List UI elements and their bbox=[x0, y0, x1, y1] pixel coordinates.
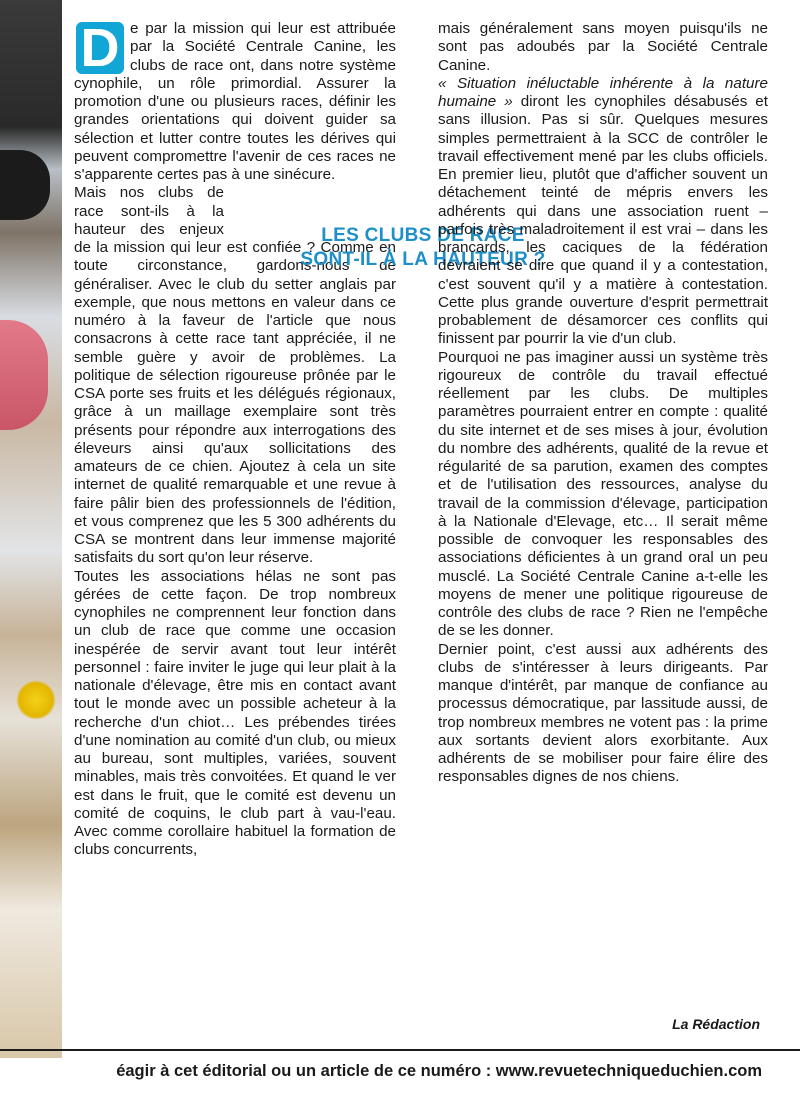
left-paragraph-2: Mais nos clubs de race sont-ils à la hauteur des enjeux de la mission qui leur est confiée ? Comme en toute circonstance, gardons-nous de généraliser. Avec le club du setter anglais par exemple, que nous mettons en valeur dans ce numéro à la faveur de l'article que nous consacrons à cette race tant appréciée, il ne semble guère y avoir de problèmes. La politique de sélection rigoureuse prônée par le CSA porte ses fruits et les délégués régionaux, grâce à un maillage exemplaire sont très présents pour répondre aux interrogations des éleveurs ainsi qu'aux sollicitations des amateurs de ce chien. Ajoutez à cela un site internet de qualité remarquable et une revue à faire pâlir bien des professionnels de l'édition, et vous comprenez que les 5 300 adhérents du CSA se montrent dans leur immense majorité satisfaits du sort qu'on leur réserve. bbox=[74, 184, 396, 567]
headline-line-2: SONT-IL À LA HAUTEUR ? bbox=[300, 249, 546, 270]
signature: La Rédaction bbox=[672, 1016, 760, 1032]
quote-text: « Situation inéluctable inhérente à la nature humaine » bbox=[438, 74, 768, 110]
dog-tongue-shape bbox=[0, 320, 48, 430]
left-paragraph-1: e par la mission qui leur est attribuée par la Société Centrale Canine, les clubs de race ont, dans notre système cynophile, un rôle primordial. Assurer la promotion d'une ou plusieurs races, définir les grandes orientations qui doivent guider sa sélection et lutter contre toutes les dérives qui peuvent compromettre l'avenir de ces races ne s'apparente certes pas à une sinécure. bbox=[74, 20, 396, 183]
footer-divider bbox=[0, 1049, 800, 1051]
drop-cap: D bbox=[76, 22, 124, 74]
dog-nose-shape bbox=[0, 150, 50, 220]
footer-text[interactable]: éagir à cet éditorial ou un article de ce numéro : www.revuetechniqueduchien.com bbox=[116, 1062, 762, 1080]
right-paragraph-1: mais généralement sans moyen puisqu'ils ne sont pas adoubés par la Société Centrale Canine. bbox=[438, 20, 768, 74]
headline-line-1: LES CLUBS DE RACE bbox=[321, 225, 525, 246]
footer-banner bbox=[0, 1058, 800, 1084]
right-paragraph-2-text: diront les cynophiles désabusés et sans illusion. Pas si sûr. Quelques mesures simples permettraient à la SCC de contrôler le travail effectivement mené par les clubs officiels. En premier lieu, plutôt que d'afficher souvent un détachement teinté de mépris envers les adhérents qui dans une association ruent –parfois très maladroitement il est vrai – dans les brancards, les caciques de la fédération devraient se dire que quand il y a contestation, c'est souvent qu'il y a matière à contestation. Cette plus grande ouverture d'esprit permettrait probablement de désamorcer ces conflits qui finissent par pourrir la vie d'un club. bbox=[438, 93, 768, 348]
left-paragraph-3: Toutes les associations hélas ne sont pas gérées de cette façon. De trop nombreux cynophiles ne comprennent leur fonction dans un club de race que comme une occasion inespérée de servir avant tout leur intérêt personnel : faire inviter le juge qui leur plait à la nationale d'élevage, être mis en contact avant tout le monde avec un possible acheteur à la recherche d'un chiot… Les prébendes tirées d'une nomination au comité d'un club, ou mieux au bureau, sont multiples, variées, souvent minables, mais très convoitées. Et quand le ver est dans le fruit, que le comité est devenu un comité de coquins, le club part à vau-l'eau. Avec comme corollaire habituel la formation de clubs concurrents, bbox=[74, 567, 396, 859]
flower-shape bbox=[16, 680, 56, 720]
left-column bbox=[74, 20, 396, 860]
right-column bbox=[438, 20, 768, 787]
right-paragraph-4: Dernier point, c'est aussi aux adhérents des clubs de s'intéresser à leurs dirigeants. Par manque d'intérêt, par manque de confiance au processus démocratique, par lassitude aussi, de trop nombreux membres ne votent pas : la prime aux sortants devient alors exorbitante. Aux adhérents de se mobiliser pour faire élire des responsables dignes de nos chiens. bbox=[438, 640, 768, 786]
dog-photo bbox=[0, 0, 62, 1058]
right-paragraph-2 bbox=[438, 75, 768, 349]
right-paragraph-3: Pourquoi ne pas imaginer aussi un système très rigoureux de contrôle du travail effectué réellement par les clubs. De multiples paramètres pourraient entrer en compte : qualité du site internet et de ses mises à jour, évolution du nombre des adhérents, qualité de la revue et régularité de sa parution, examen des comptes et de l'utilisation des ressources, analyse du travail de la commission d'élevage, participation à la Nationale d'Elevage, etc… Il serait même possible de convoquer les responsables des associations déficientes à un grand oral un peu musclé. La Société Centrale Canine a-t-elle les moyens de mener une politique rigoureuse de contrôle des clubs de race ? Rien ne l'empêche de se les donner. bbox=[438, 348, 768, 640]
